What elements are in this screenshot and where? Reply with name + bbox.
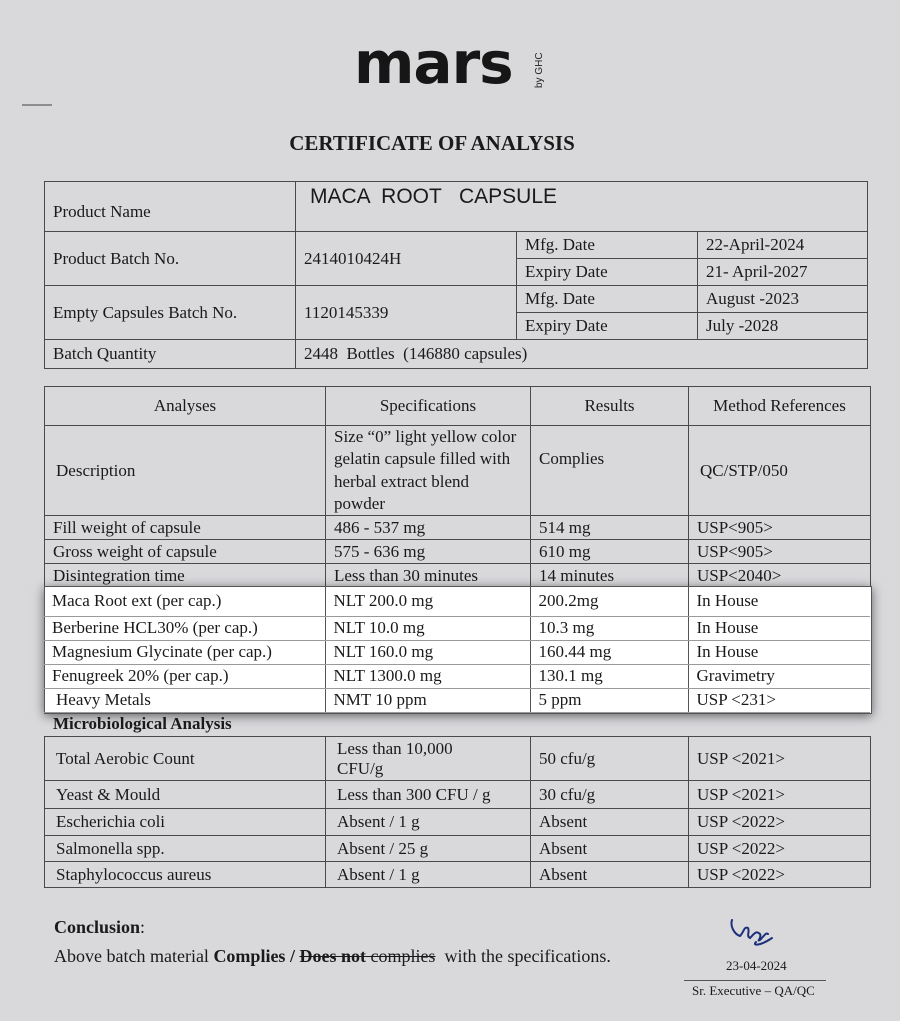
- method-cell: USP <2021>: [689, 781, 871, 809]
- spec-cell: Size “0” light yellow color gelatin capsule filled with herbal extract blend powder: [326, 426, 531, 516]
- spec-cell: 486 - 537 mg: [326, 516, 531, 540]
- spec-cell: Less than 30 minutes: [326, 564, 531, 588]
- header-specifications: Specifications: [326, 387, 531, 426]
- spec-cell: 575 - 636 mg: [326, 540, 531, 564]
- header-method: Method References: [689, 387, 871, 426]
- table-row: [45, 737, 871, 781]
- batch-label: Product Batch No.: [45, 232, 296, 286]
- spec-cell: NLT 10.0 mg: [325, 616, 530, 640]
- table-row: [44, 640, 870, 664]
- table-row: [45, 426, 871, 516]
- method-cell: USP <2022>: [689, 809, 871, 836]
- product-info-table: [44, 181, 868, 369]
- product-exp-label: Expiry Date: [517, 259, 698, 286]
- table-row: [45, 781, 871, 809]
- method-cell: USP<2040>: [689, 564, 871, 588]
- table-row: [45, 862, 871, 888]
- analysis-table: [44, 386, 871, 588]
- result-cell: Complies: [531, 426, 689, 516]
- document-title: CERTIFICATE OF ANALYSIS: [289, 131, 575, 155]
- capsule-exp-value: July -2028: [698, 313, 868, 340]
- conclusion-label: Conclusion:: [54, 917, 146, 937]
- spec-cell: Less than 10,000 CFU/g: [326, 737, 531, 781]
- product-mfg-value: 22-April-2024: [698, 232, 868, 259]
- signature-role: Sr. Executive – QA/QC: [692, 983, 815, 998]
- capsule-exp-label: Expiry Date: [517, 313, 698, 340]
- microbiological-section-title: Microbiological Analysis: [53, 714, 232, 733]
- analysis-cell: Fill weight of capsule: [45, 516, 326, 540]
- batch-value: 2414010424H: [296, 232, 517, 286]
- method-cell: In House: [688, 586, 870, 616]
- result-cell: 130.1 mg: [530, 664, 688, 688]
- method-cell: USP <2021>: [689, 737, 871, 781]
- product-name-label: Product Name: [45, 182, 296, 232]
- analysis-cell: Salmonella spp.: [45, 836, 326, 862]
- table-row: [45, 540, 871, 564]
- method-cell: USP <2022>: [689, 862, 871, 888]
- brand-logo: mars: [354, 29, 513, 97]
- table-row: [45, 564, 871, 588]
- result-cell: 610 mg: [531, 540, 689, 564]
- analysis-cell: Magnesium Glycinate (per cap.): [44, 640, 325, 664]
- spec-cell: Absent / 1 g: [326, 862, 531, 888]
- method-cell: Gravimetry: [688, 664, 870, 688]
- result-cell: 5 ppm: [530, 688, 688, 712]
- spec-cell: Less than 300 CFU / g: [326, 781, 531, 809]
- product-name-value: MACA ROOT CAPSULE: [296, 182, 868, 232]
- result-cell: 50 cfu/g: [531, 737, 689, 781]
- assay-table: [44, 586, 870, 713]
- header-analyses: Analyses: [45, 387, 326, 426]
- analysis-cell: Heavy Metals: [44, 688, 325, 712]
- quantity-label: Batch Quantity: [45, 340, 296, 369]
- analysis-cell: Staphylococcus aureus: [45, 862, 326, 888]
- scan-smudge: [22, 104, 52, 106]
- signature-line: [684, 980, 826, 981]
- microbiological-table: [44, 736, 871, 888]
- capsule-mfg-value: August -2023: [698, 286, 868, 313]
- brand-logo-sub: by GHC: [534, 52, 545, 88]
- result-cell: 14 minutes: [531, 564, 689, 588]
- spec-cell: NLT 200.0 mg: [325, 586, 530, 616]
- capsule-mfg-label: Mfg. Date: [517, 286, 698, 313]
- table-row: [45, 516, 871, 540]
- method-cell: USP<905>: [689, 516, 871, 540]
- result-cell: Absent: [531, 862, 689, 888]
- analysis-cell: Disintegration time: [45, 564, 326, 588]
- header-results: Results: [531, 387, 689, 426]
- spec-cell: NMT 10 ppm: [325, 688, 530, 712]
- method-cell: USP <2022>: [689, 836, 871, 862]
- result-cell: 10.3 mg: [530, 616, 688, 640]
- spec-cell: NLT 160.0 mg: [325, 640, 530, 664]
- capsule-batch-value: 1120145339: [296, 286, 517, 340]
- result-cell: Absent: [531, 836, 689, 862]
- result-cell: 30 cfu/g: [531, 781, 689, 809]
- result-cell: 200.2mg: [530, 586, 688, 616]
- analysis-cell: Fenugreek 20% (per cap.): [44, 664, 325, 688]
- quantity-value: 2448 Bottles (146880 capsules): [296, 340, 868, 369]
- method-cell: USP<905>: [689, 540, 871, 564]
- analysis-cell: Maca Root ext (per cap.): [44, 586, 325, 616]
- analysis-cell: Total Aerobic Count: [45, 737, 326, 781]
- spec-cell: NLT 1300.0 mg: [325, 664, 530, 688]
- method-cell: QC/STP/050: [689, 426, 871, 516]
- signature-date: 23-04-2024: [726, 958, 787, 973]
- analysis-cell: Escherichia coli: [45, 809, 326, 836]
- method-cell: In House: [688, 640, 870, 664]
- table-row: [44, 664, 870, 688]
- table-row: [44, 688, 870, 712]
- method-cell: USP <231>: [688, 688, 870, 712]
- table-row: [45, 836, 871, 862]
- method-cell: In House: [688, 616, 870, 640]
- table-row: [45, 809, 871, 836]
- spec-cell: Absent / 25 g: [326, 836, 531, 862]
- analysis-cell: Berberine HCL30% (per cap.): [44, 616, 325, 640]
- product-mfg-label: Mfg. Date: [517, 232, 698, 259]
- conclusion-text: Above batch material Complies / Does not complies with the specifications.: [54, 946, 611, 966]
- capsule-batch-label: Empty Capsules Batch No.: [45, 286, 296, 340]
- spec-cell: Absent / 1 g: [326, 809, 531, 836]
- analysis-cell: Gross weight of capsule: [45, 540, 326, 564]
- analysis-cell: Description: [45, 426, 326, 516]
- result-cell: 514 mg: [531, 516, 689, 540]
- product-exp-value: 21- April-2027: [698, 259, 868, 286]
- result-cell: Absent: [531, 809, 689, 836]
- result-cell: 160.44 mg: [530, 640, 688, 664]
- table-row: [44, 616, 870, 640]
- table-row: [44, 586, 870, 616]
- signature-mark: [726, 912, 776, 952]
- analysis-cell: Yeast & Mould: [45, 781, 326, 809]
